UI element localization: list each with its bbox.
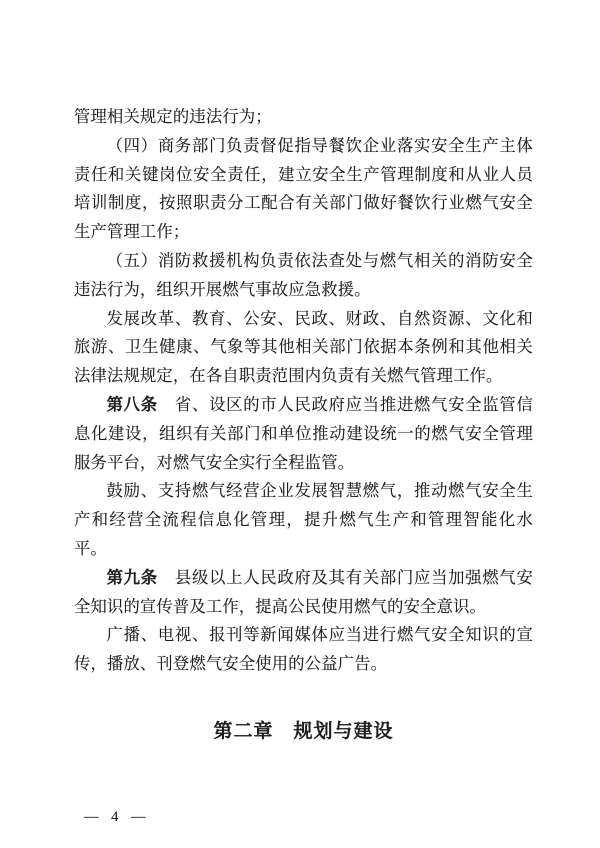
paragraph-text: 省、设区的市人民政府应当推进燃气安全监管信息化建设，组织有关部门和单位推动建设统一的燃气安全管理服务平台，对燃气安全实行全程监管。: [74, 394, 533, 472]
paragraph-text: 广播、电视、报刊等新闻媒体应当进行燃气安全知识的宣传，播放、刊登燃气安全使用的公益广告。: [74, 625, 533, 674]
paragraph-2: [74, 132, 533, 247]
paragraph-5-article-8: [74, 391, 533, 477]
paragraph-4: [74, 305, 533, 391]
article-8-label: 第八条: [106, 395, 158, 414]
paragraph-text: （五）消防救援机构负责依法查处与燃气相关的消防安全违法行为，组织开展燃气事故应急救援。: [74, 250, 533, 299]
paragraph-8: [74, 621, 533, 679]
paragraph-text: 鼓励、支持燃气经营企业发展智慧燃气，推动燃气安全生产和经营全流程信息化管理，提升燃气生产和管理智能化水平。: [74, 481, 533, 558]
article-9-label: 第九条: [106, 568, 158, 587]
page-number: — 4 —: [84, 809, 146, 825]
paragraph-6: [74, 477, 533, 563]
paragraph-text: 县级以上人民政府及其有关部门应当加强燃气安全知识的宣传普及工作，提高公民使用燃气的安全意识。: [74, 567, 533, 616]
body-text: [74, 103, 533, 746]
paragraph-text: 管理相关规定的违法行为；: [74, 107, 272, 126]
paragraph-7-article-9: [74, 564, 533, 622]
paragraph-1: [74, 103, 533, 132]
paragraph-3: [74, 247, 533, 305]
paragraph-text: （四）商务部门负责督促指导餐饮企业落实安全生产主体责任和关键岗位安全责任，建立安全生产管理制度和从业人员培训制度，按照职责分工配合有关部门做好餐饮行业燃气安全生产管理工作；: [74, 135, 533, 242]
chapter-heading: 第二章 规划与建设: [213, 720, 394, 742]
paragraph-text: 发展改革、教育、公安、民政、财政、自然资源、文化和旅游、卫生健康、气象等其他相关部门依据本条例和其他相关法律法规规定，在各自职责范围内负责有关燃气管理工作。: [74, 308, 533, 386]
